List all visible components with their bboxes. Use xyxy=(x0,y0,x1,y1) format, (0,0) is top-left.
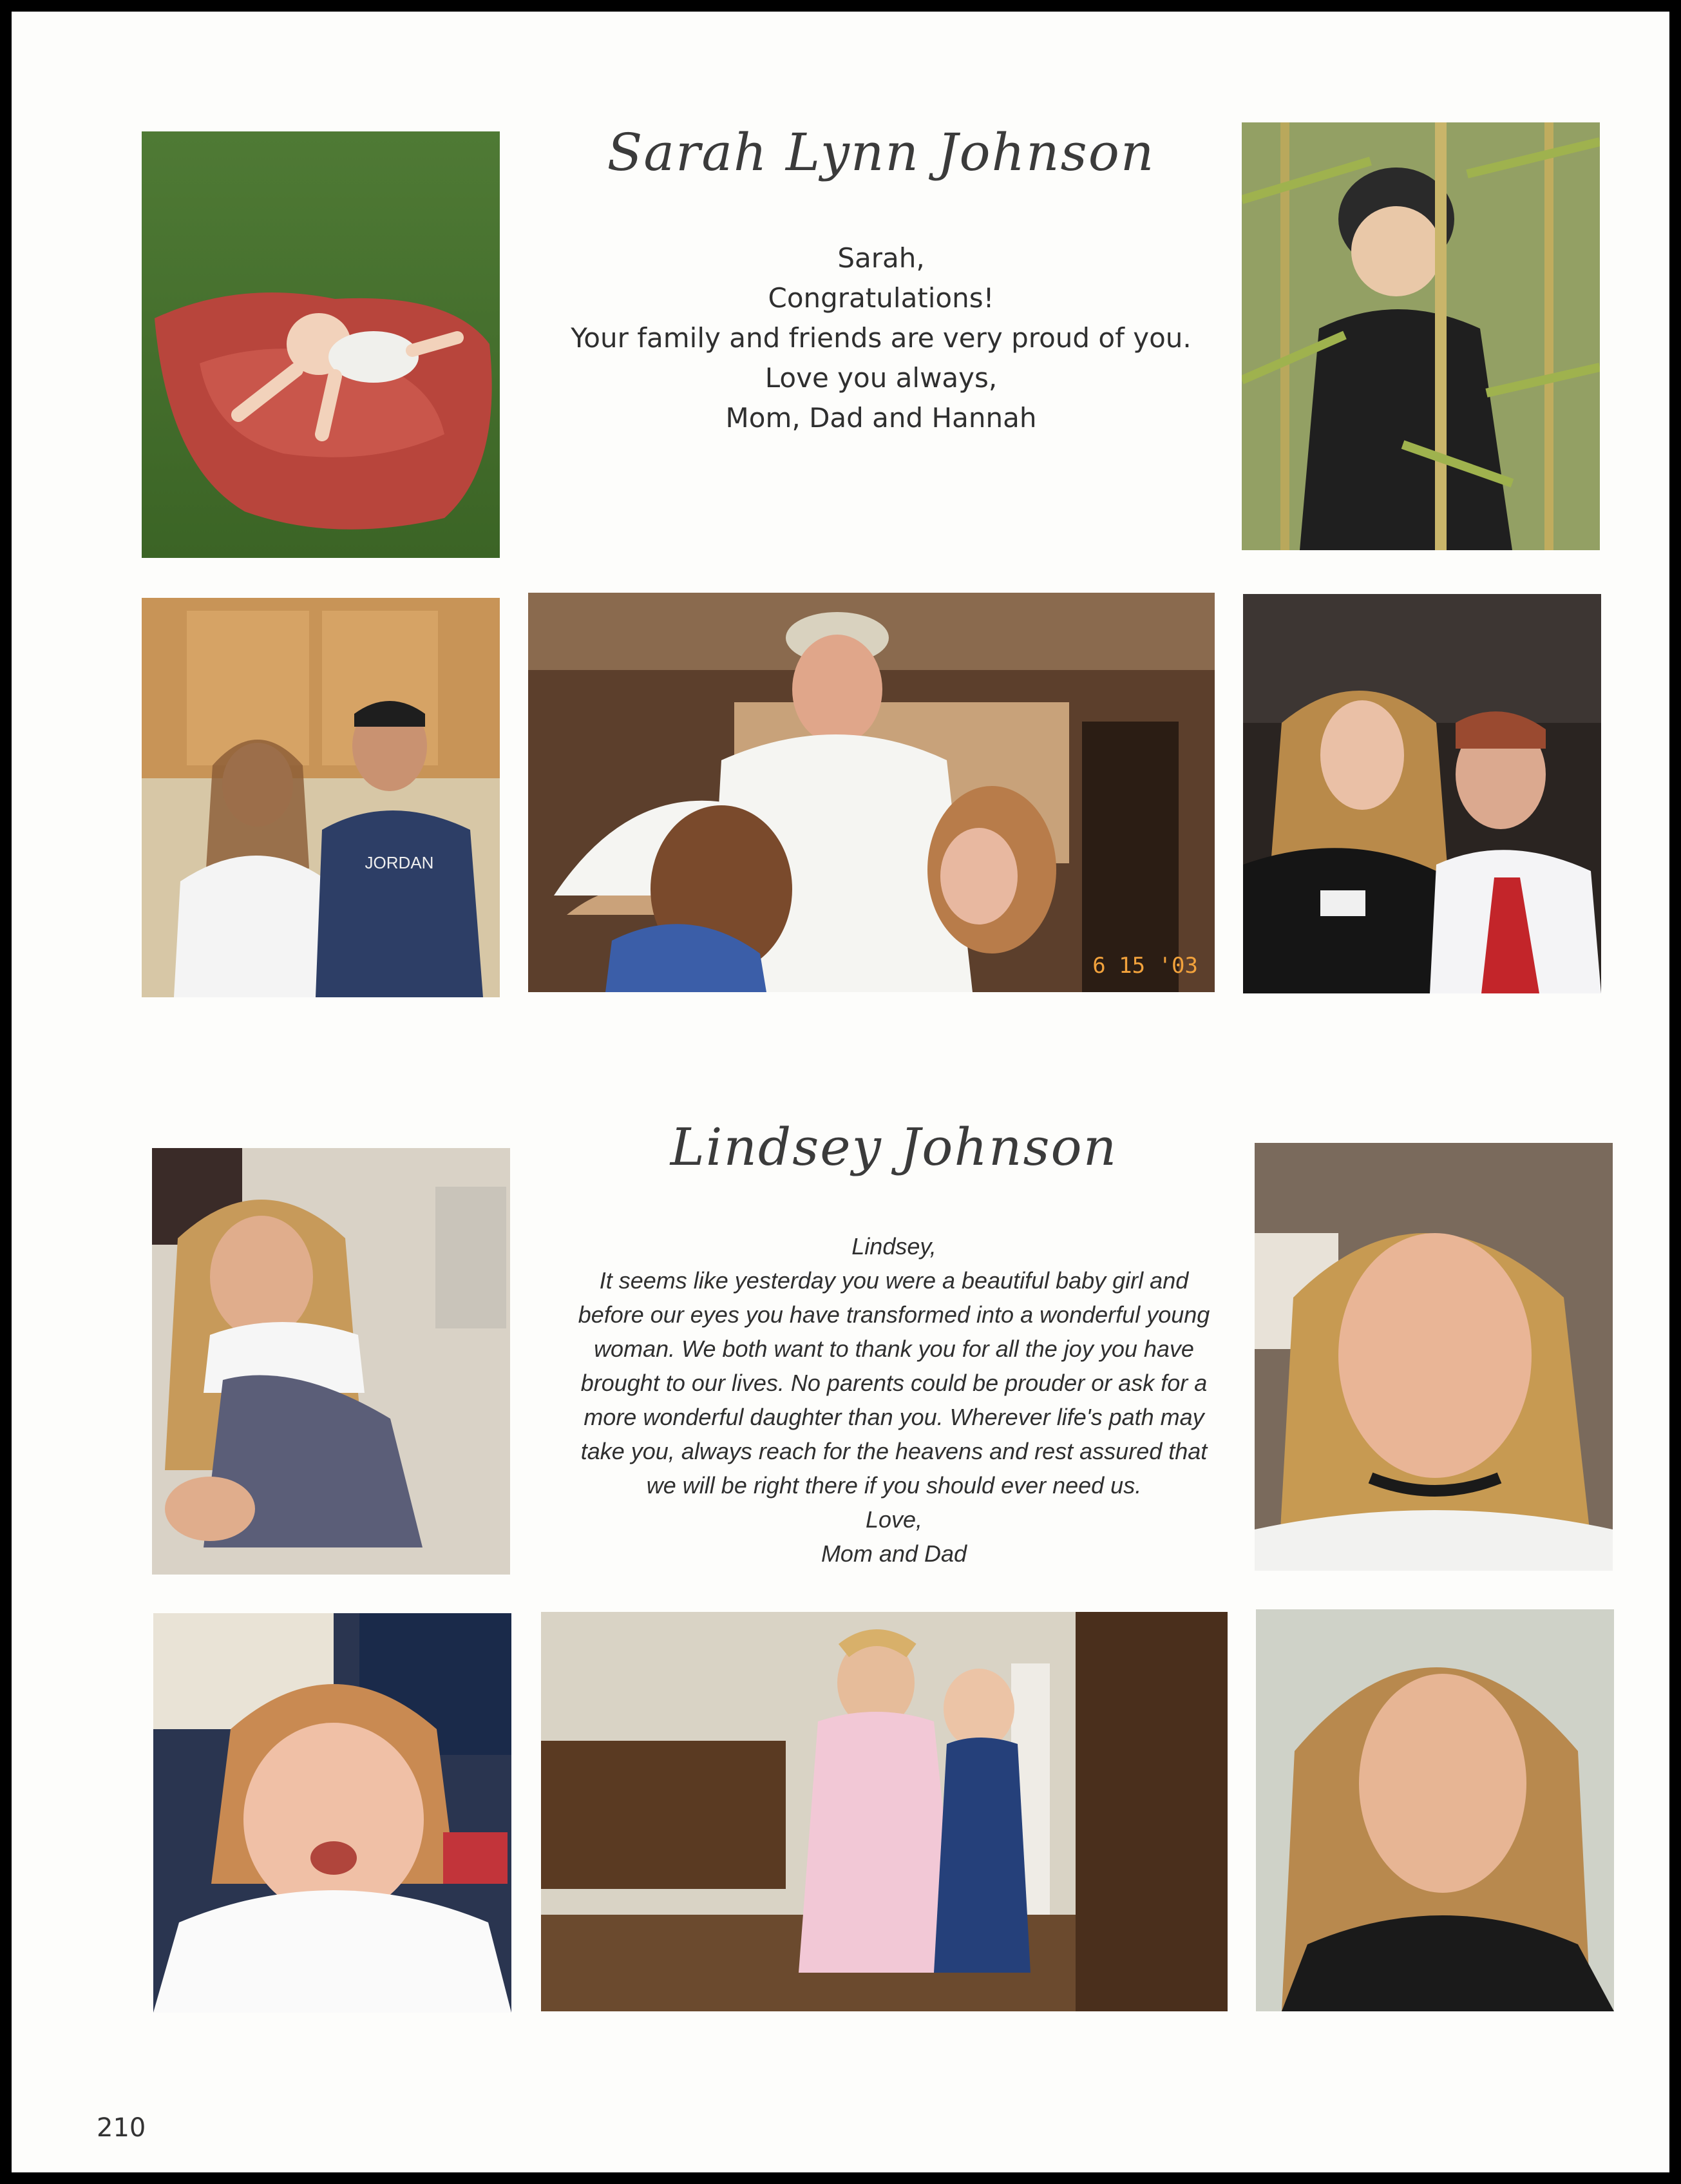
photo-teen-portrait-black-top xyxy=(1256,1609,1614,2011)
photo-two-young-sisters xyxy=(541,1612,1228,2011)
page-number: 210 xyxy=(97,2113,146,2143)
message-line: Your family and friends are very proud of you. xyxy=(571,322,1192,354)
message-sarah xyxy=(514,238,1248,438)
message-lindsey xyxy=(514,1229,1274,1571)
photo-girl-and-boy-kitchen xyxy=(142,598,500,997)
photo-baby-on-blanket xyxy=(142,131,500,558)
photo-smiling-teen-choker xyxy=(1255,1143,1613,1571)
message-line: It seems like yesterday you were a beautiful baby girl and xyxy=(599,1267,1189,1294)
message-line: Mom and Dad xyxy=(821,1540,967,1567)
message-line: Love you always, xyxy=(765,362,998,394)
photo-child-in-bamboo xyxy=(1242,122,1600,550)
shirt-text: JORDAN xyxy=(365,853,434,872)
date-stamp: 6 15 '03 xyxy=(1092,953,1198,979)
message-line: Congratulations! xyxy=(768,282,994,314)
section-title-lindsey: Lindsey Johnson xyxy=(670,1117,1118,1177)
section-title-sarah: Sarah Lynn Johnson xyxy=(607,122,1155,182)
message-line: Mom, Dad and Hannah xyxy=(725,402,1037,434)
message-line: brought to our lives. No parents could be prouder or ask for a xyxy=(580,1370,1208,1396)
photo-young-girl-kneeling xyxy=(152,1148,510,1575)
photo-girl-with-grandmother xyxy=(1243,594,1601,993)
message-line: Lindsey, xyxy=(851,1233,936,1260)
photo-father-hugging-daughters xyxy=(528,593,1215,992)
message-line: take you, always reach for the heavens and rest assured that xyxy=(580,1438,1208,1464)
message-line: more wonderful daughter than you. Wherever life's path may xyxy=(584,1404,1204,1430)
message-line: we will be right there if you should ever need us. xyxy=(646,1472,1142,1499)
message-line: before our eyes you have transformed into a wonderful young xyxy=(578,1301,1210,1328)
photo-laughing-toddler xyxy=(153,1613,511,2013)
message-line: Sarah, xyxy=(837,242,925,274)
message-line: woman. We both want to thank you for all the joy you have xyxy=(594,1336,1194,1362)
message-line: Love, xyxy=(865,1506,923,1533)
yearbook-page xyxy=(12,12,1669,2172)
